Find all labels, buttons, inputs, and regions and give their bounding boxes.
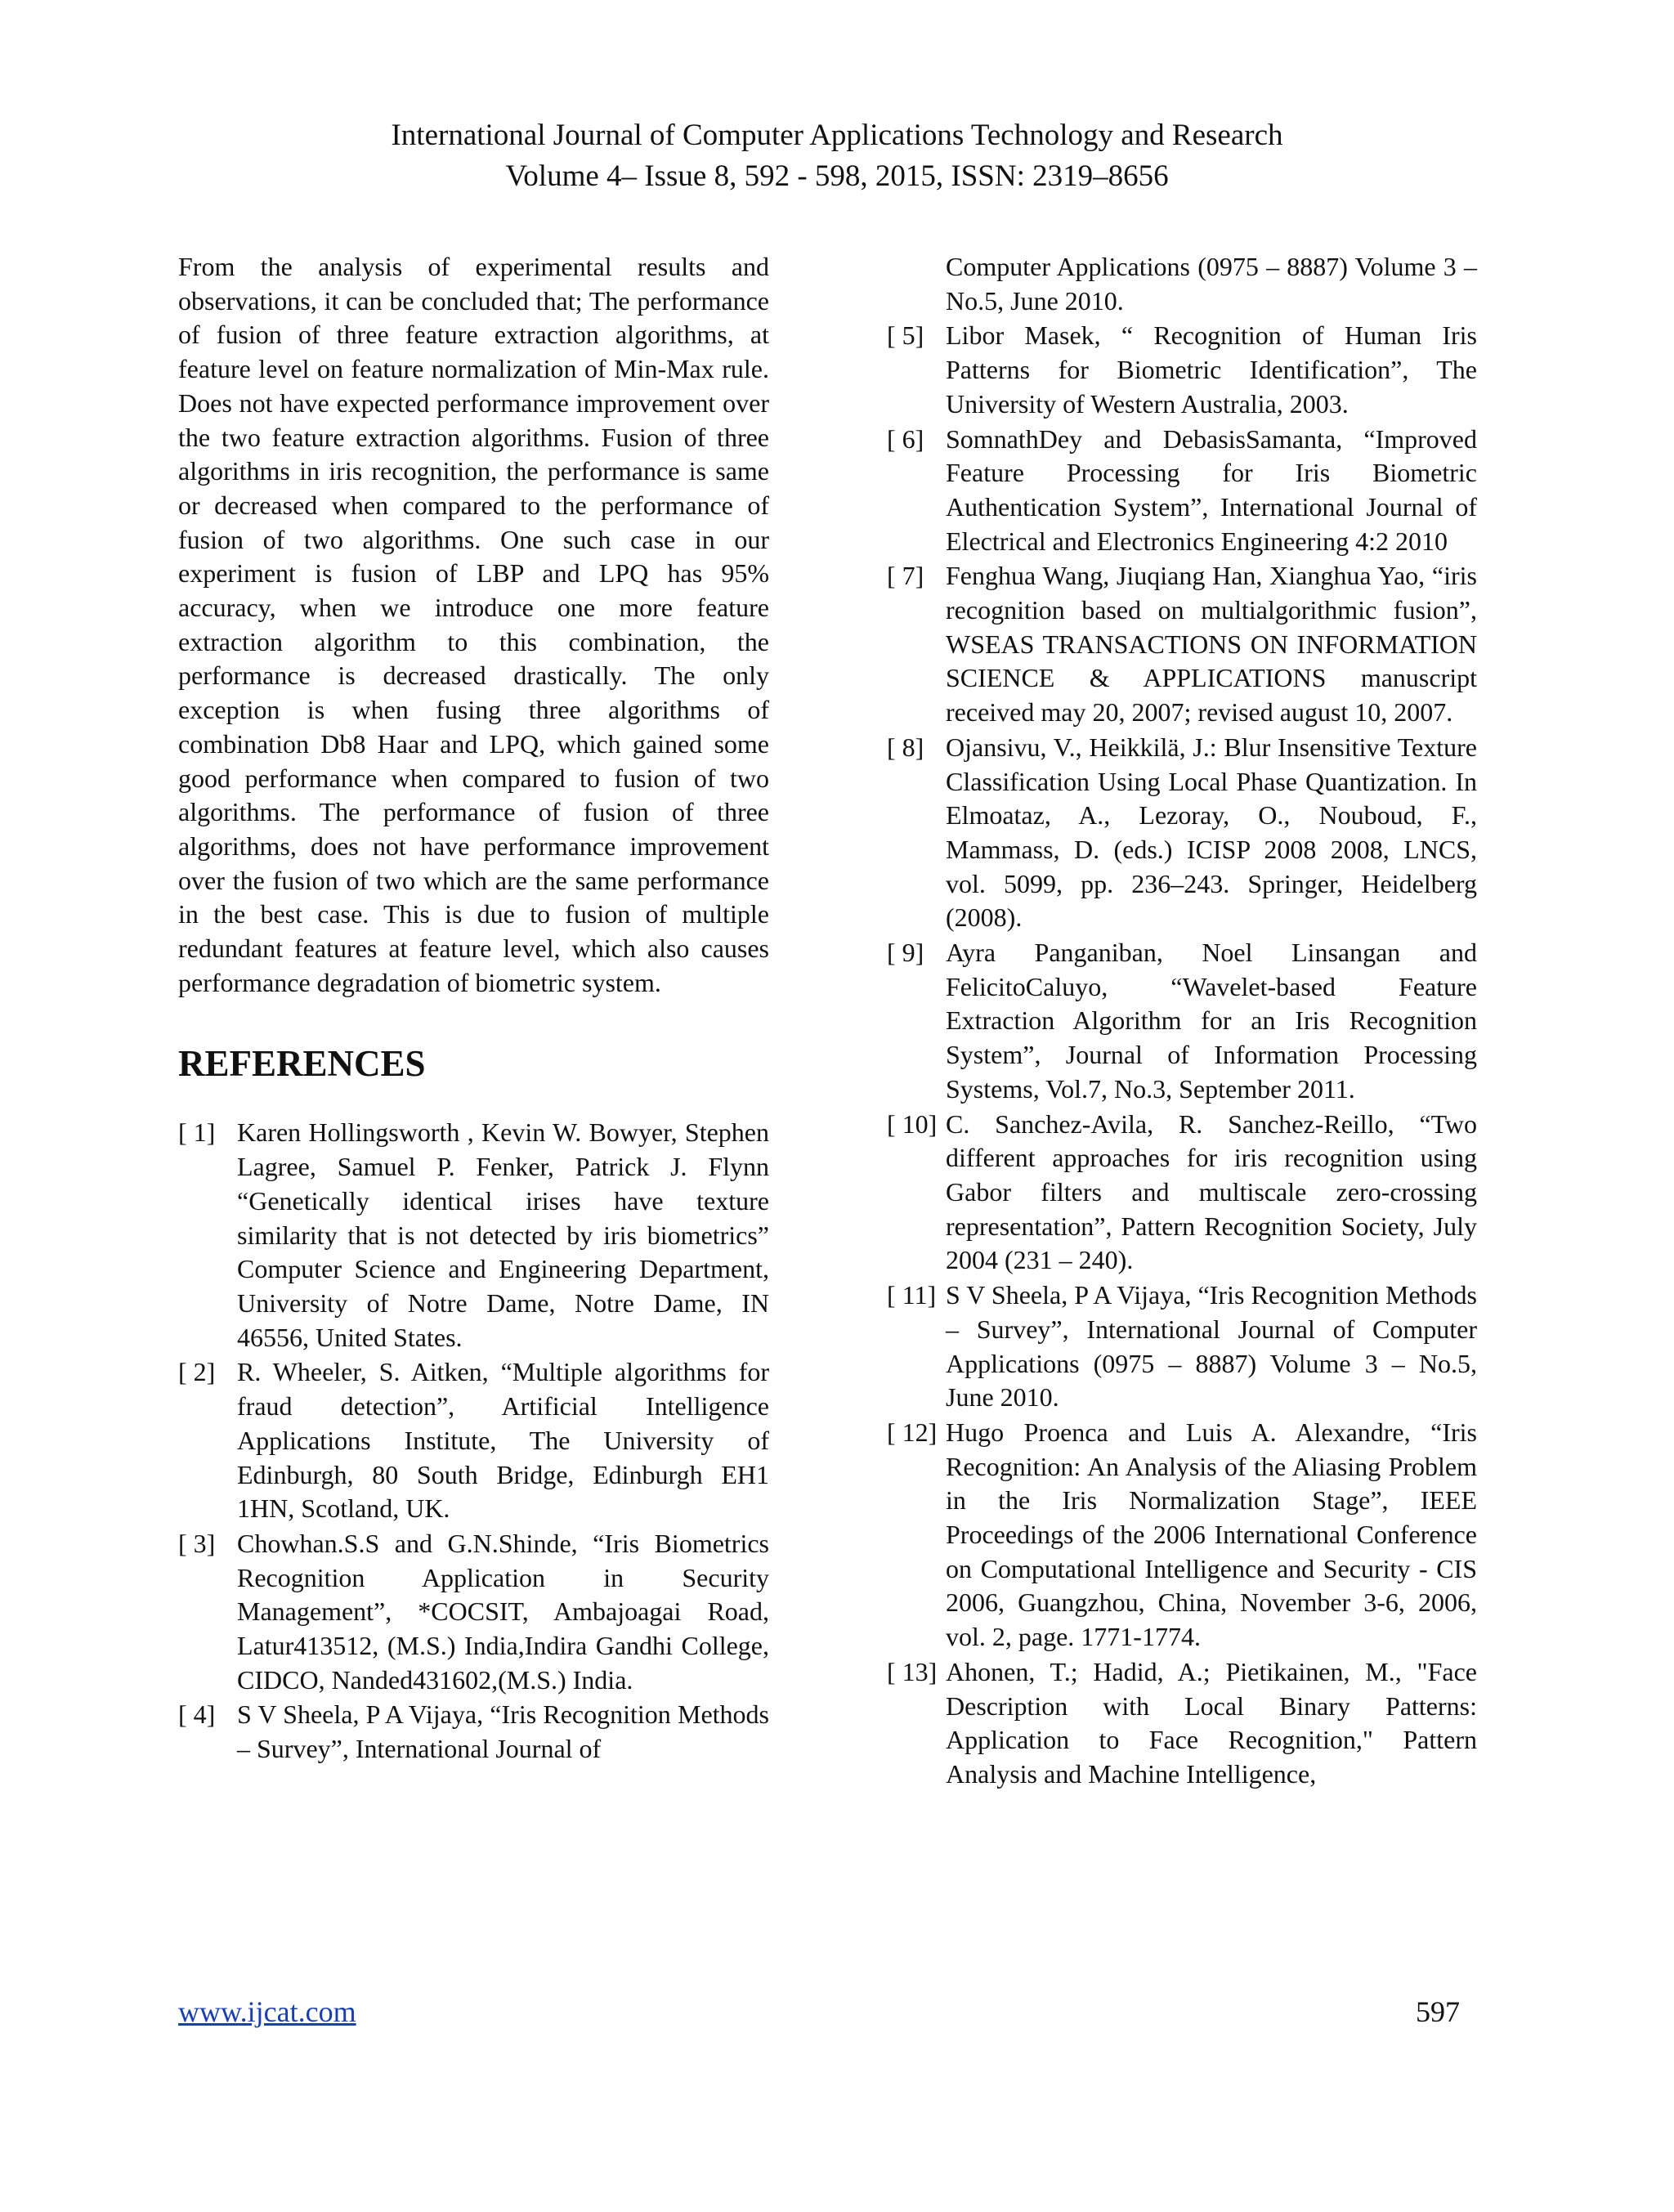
reference-text: Fenghua Wang, Jiuqiang Han, Xianghua Yao, “iris recognition based on multialgorithmic fusion”, WSEAS TRANSACTIONS ON INFORMATION SCIENCE & APPLICATIONS manuscript received may 20, 2007; revised august 10, 2007. (946, 561, 1477, 728)
journal-title: International Journal of Computer Applications Technology and Research (391, 119, 1283, 152)
reference-item (887, 731, 1477, 935)
reference-text: C. Sanchez-Avila, R. Sanchez-Reillo, “Two different approaches for iris recognition using Gabor filters and multiscale zero-crossing representation”, Pattern Recognition Society, July 2004 (231 – 240). (946, 1108, 1477, 1275)
reference-number: [ 7] (887, 561, 924, 591)
reference-number: [ 4] (178, 1699, 216, 1730)
reference-item (178, 1116, 769, 1355)
reference-number: [ 11] (887, 1280, 937, 1310)
reference-item (887, 559, 1477, 730)
left-column (178, 250, 769, 1767)
right-column (887, 250, 1477, 1793)
reference-text: R. Wheeler, S. Aitken, “Multiple algorithms for fraud detection”, Artificial Intelligence Applications Institute, The University of Edinburgh, 80 South Bridge, Edinburgh EH1 1HN, Scotland, UK. (237, 1357, 769, 1524)
reference-item (178, 1527, 769, 1698)
reference-item (887, 423, 1477, 559)
reference-continuation: Computer Applications (0975 – 8887) Volume 3 – No.5, June 2010. (946, 252, 1477, 316)
reference-item (887, 936, 1477, 1107)
reference-item (178, 1355, 769, 1526)
reference-item (887, 1655, 1477, 1792)
reference-item (887, 1278, 1477, 1415)
reference-number: [ 13] (887, 1656, 938, 1686)
reference-number: [ 2] (178, 1357, 216, 1387)
reference-number: [ 8] (887, 732, 924, 762)
journal-header (0, 115, 1674, 197)
reference-number: [ 12] (887, 1417, 938, 1447)
reference-text: Karen Hollingsworth , Kevin W. Bowyer, Stephen Lagree, Samuel P. Fenker, Patrick J. Flynn “Genetically identical irises have texture similarity that is not detected by iris biometrics” Computer Science and Engineering Department, University of Notre Dame, Notre Dame, IN 46556, United States. (237, 1117, 769, 1352)
reference-text: Chowhan.S.S and G.N.Shinde, “Iris Biometrics Recognition Application in Security Management”, *COCSIT, Ambajoagai Road, Latur413512, (M.S.) India,Indira Gandhi College, CIDCO, Nanded431602,(M.S.) India. (237, 1528, 769, 1695)
reference-item (178, 1698, 769, 1766)
reference-text: S V Sheela, P A Vijaya, “Iris Recognition Methods – Survey”, International Journal of Computer Applications (0975 – 8887) Volume 3 – No.5, June 2010. (946, 1280, 1477, 1413)
journal-volume-info: Volume 4– Issue 8, 592 - 598, 2015, ISSN: 2319–8656 (505, 159, 1169, 193)
reference-text: Ojansivu, V., Heikkilä, J.: Blur Insensitive Texture Classification Using Local Phase Quantization. In Elmoataz, A., Lezoray, O., Nouboud, F., Mammass, D. (eds.) ICISP 2008 2008, LNCS, vol. 5099, pp. 236–243. Springer, Heidelberg (2008). (946, 732, 1477, 933)
reference-item (887, 1416, 1477, 1655)
reference-text: S V Sheela, P A Vijaya, “Iris Recognition Methods – Survey”, International Journal of (237, 1699, 769, 1764)
reference-number: [ 9] (887, 938, 924, 968)
references-heading: REFERENCES (178, 1043, 426, 1085)
reference-number: [ 6] (887, 423, 924, 454)
reference-number: [ 3] (178, 1528, 216, 1558)
reference-text: Libor Masek, “ Recognition of Human Iris Patterns for Biometric Identification”, The University of Western Australia, 2003. (946, 320, 1477, 419)
page-number: 597 (1416, 1995, 1460, 2028)
reference-text: Ahonen, T.; Hadid, A.; Pietikainen, M., "Face Description with Local Binary Patterns: Application to Face Recognition," Pattern Analysis and Machine Intelligence, (946, 1656, 1477, 1789)
reference-text: SomnathDey and DebasisSamanta, “Improved Feature Processing for Iris Biometric Authentication System”, International Journal of Electrical and Electronics Engineering 4:2 2010 (946, 423, 1477, 556)
website-link[interactable]: www.ijcat.com (178, 1995, 356, 2028)
reference-item (887, 1108, 1477, 1278)
conclusion-paragraph: From the analysis of experimental results and observations, it can be concluded that; The performance of fusion of three feature extraction algorithms, at feature level on feature normalization of Min-Max rule. Does not have expected performance improvement over the two feature extraction algorithms. Fusion of three algorithms in iris recognition, the performance is same or decreased when compared to the performance of fusion of two algorithms. One such case in our experiment is fusion of LBP and LPQ has 95% accuracy, when we introduce one more feature extraction algorithm to this combination, the performance is decreased drastically. The only exception is when fusing three algorithms of combination Db8 Haar and LPQ, which gained some good performance when compared to fusion of two algorithms. The performance of fusion of three algorithms, does not have performance improvement over the fusion of two which are the same performance in the best case. This is due to fusion of multiple redundant features at feature level, which also causes performance degradation of biometric system. (178, 252, 769, 997)
reference-text: Ayra Panganiban, Noel Linsangan and FelicitoCaluyo, “Wavelet-based Feature Extraction Algorithm for an Iris Recognition System”, Journal of Information Processing Systems, Vol.7, No.3, September 2011. (946, 938, 1477, 1104)
reference-number: [ 5] (887, 320, 924, 351)
reference-text: Hugo Proenca and Luis A. Alexandre, “Iris Recognition: An Analysis of the Aliasing Problem in the Iris Normalization Stage”, IEEE Proceedings of the 2006 International Conference on Computational Intelligence and Security - CIS 2006, Guangzhou, China, November 3-6, 2006, vol. 2, page. 1771-1774. (946, 1417, 1477, 1652)
reference-number: [ 10] (887, 1108, 938, 1139)
reference-number: [ 1] (178, 1117, 216, 1148)
reference-item (887, 319, 1477, 421)
